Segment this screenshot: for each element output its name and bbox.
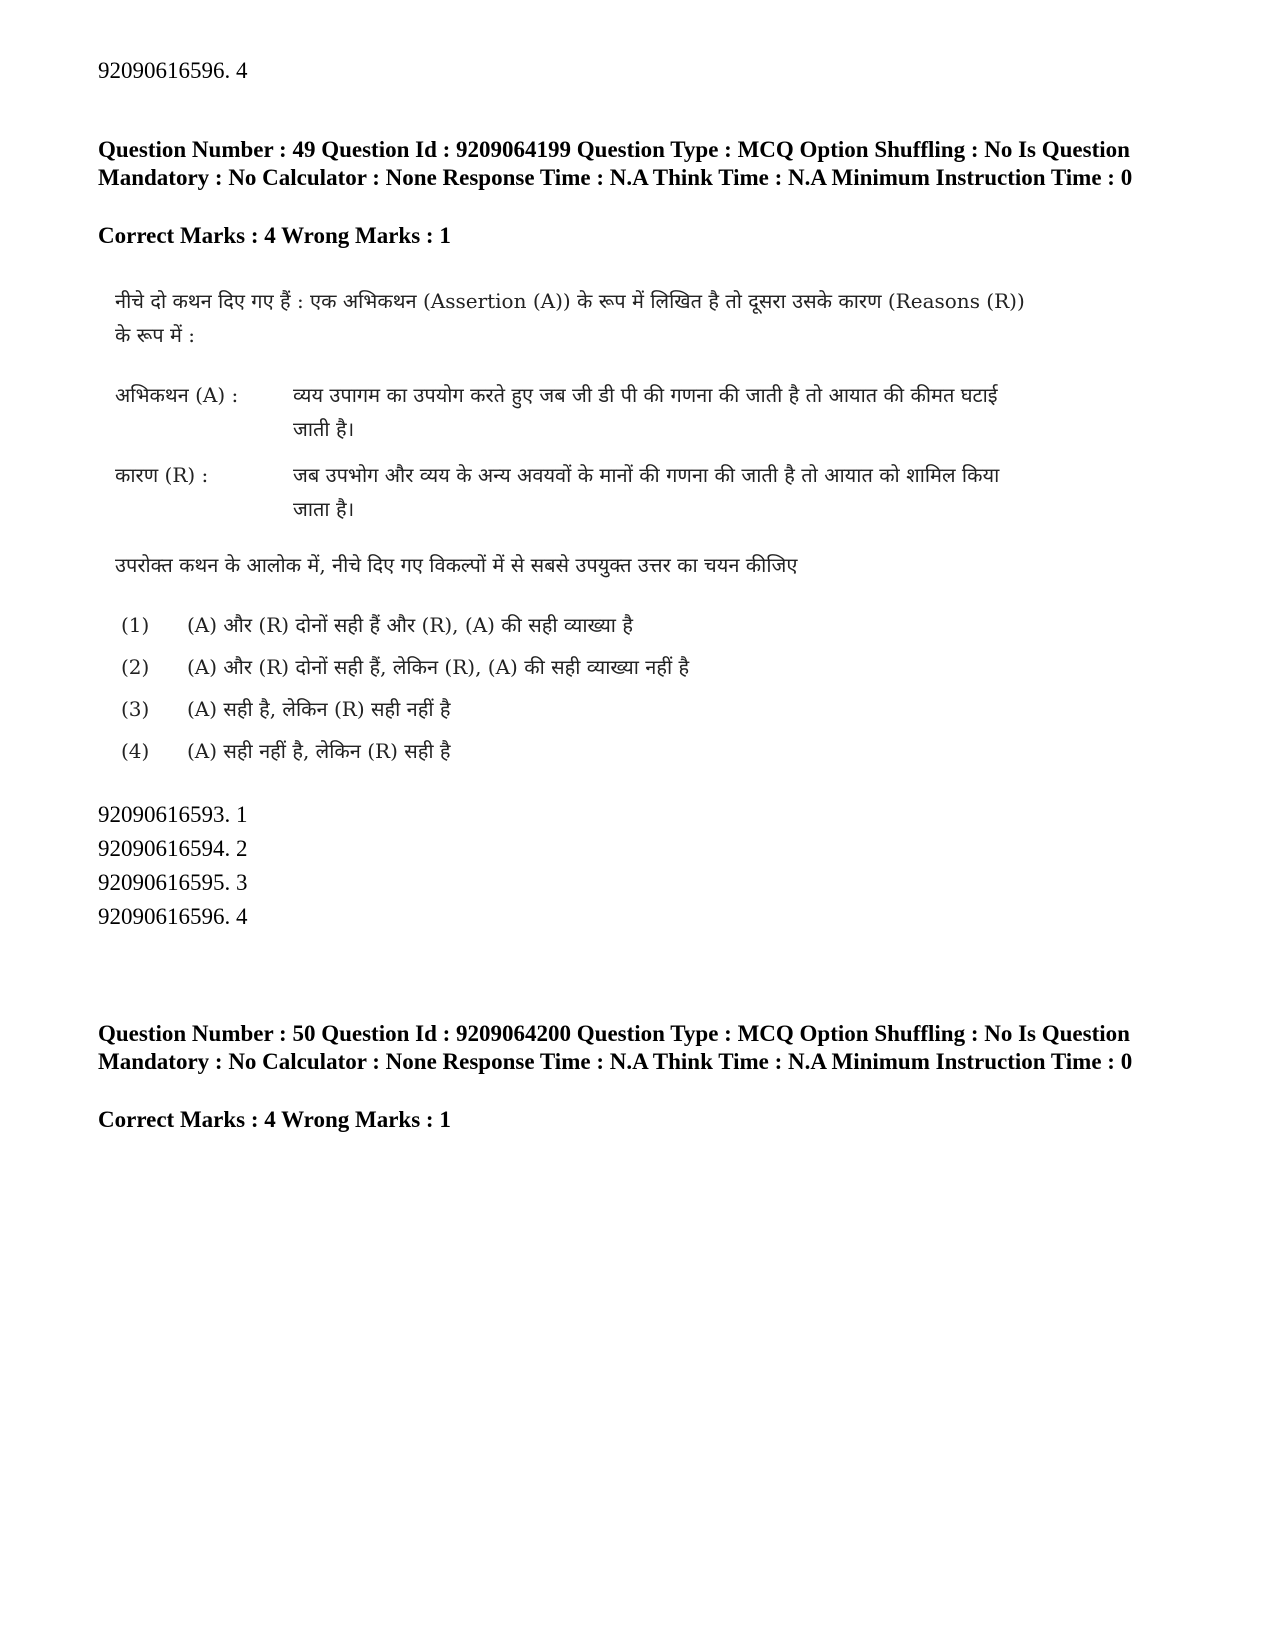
option-item: 92090616593. 1 (98, 802, 248, 827)
choice-number: (4) (121, 739, 150, 763)
assertion-text: व्यय उपागम का उपयोग करते हुए जब जी डी पी की गणना की जाती है तो आयात की कीमत घटाई जाती है। (293, 383, 998, 441)
choice-text: (A) और (R) दोनों सही हैं और (R), (A) की सही व्याख्या है (187, 613, 633, 637)
question-49-marks: Correct Marks : 4 Wrong Marks : 1 (98, 223, 451, 248)
options-list (98, 798, 248, 934)
reason-label: कारण (R) : (115, 463, 209, 487)
choice-number: (1) (121, 613, 150, 637)
question-instruction: उपरोक्त कथन के आलोक में, नीचे दिए गए विकल्पों में से सबसे उपयुक्त उत्तर का चयन कीजिए (115, 553, 798, 577)
question-49-image (97, 272, 1057, 794)
question-49-meta: Question Number : 49 Question Id : 9209064199 Question Type : MCQ Option Shuffling : No Is Question Mandatory : No Calculator : None Response Time : N.A Think Time : N.A Minimum Instruction Time : 0 (98, 137, 1133, 190)
reason-text: जब उपभोग और व्यय के अन्य अवयवों के मानों की गणना की जाती है तो आयात को शामिल किया जाता है। (293, 463, 1000, 521)
option-item: 92090616596. 4 (98, 904, 248, 929)
question-intro: नीचे दो कथन दिए गए हैं : एक अभिकथन (Assertion (A)) के रूप में लिखित है तो दूसरा उसके कारण (Reasons (R)) के रूप में : (115, 289, 1025, 347)
question-50-marks: Correct Marks : 4 Wrong Marks : 1 (98, 1107, 451, 1132)
option-item: 92090616594. 2 (98, 836, 248, 861)
question-50-meta: Question Number : 50 Question Id : 9209064200 Question Type : MCQ Option Shuffling : No Is Question Mandatory : No Calculator : None Response Time : N.A Think Time : N.A Minimum Instruction Time : 0 (98, 1021, 1133, 1074)
choice-number: (2) (121, 655, 150, 679)
option-item: 92090616595. 3 (98, 870, 248, 895)
choice-text: (A) सही है, लेकिन (R) सही नहीं है (187, 697, 451, 721)
assertion-label: अभिकथन (A) : (115, 383, 239, 407)
previous-option-line: 92090616596. 4 (98, 58, 248, 83)
choice-number: (3) (121, 697, 150, 721)
choice-text: (A) सही नहीं है, लेकिन (R) सही है (187, 739, 451, 763)
choice-text: (A) और (R) दोनों सही हैं, लेकिन (R), (A) की सही व्याख्या नहीं है (187, 655, 690, 679)
